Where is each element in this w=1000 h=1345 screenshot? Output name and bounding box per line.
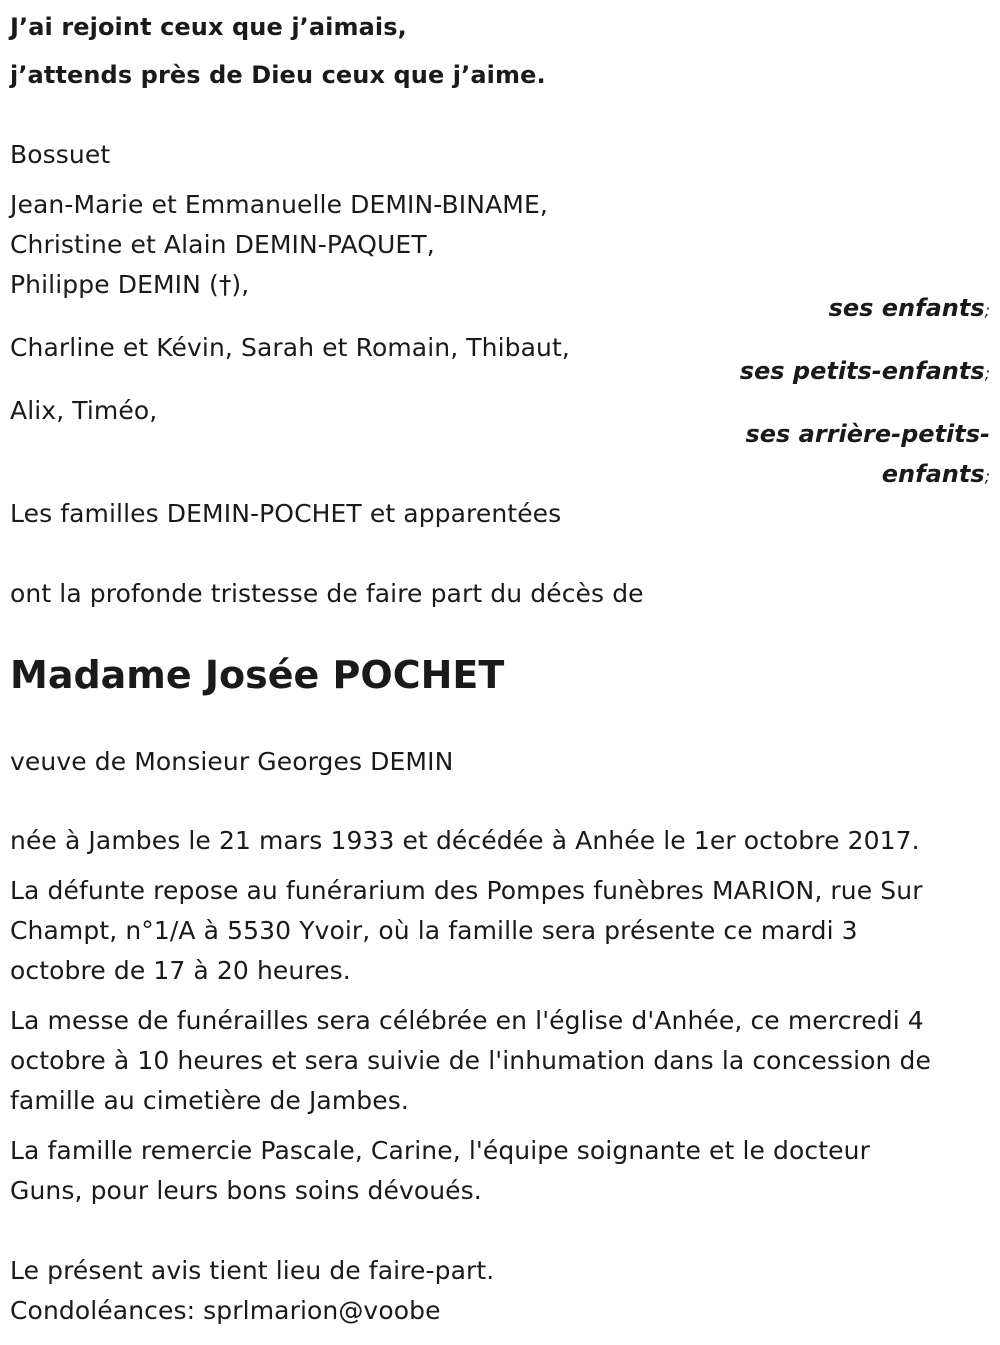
relation-great-grandchildren-line-2 <box>882 454 990 497</box>
epigraph-line-2: j’attends près de Dieu ceux que j’aime. <box>10 61 546 89</box>
announcement-line: ont la profonde tristesse de faire part du décès de <box>10 579 644 608</box>
relation-great-grandchildren-label-2: enfants <box>881 460 985 488</box>
thanks-line-2: Guns, pour leurs bons soins dévoués. <box>10 1176 482 1205</box>
families-line: Les familles DEMIN-POCHET et apparentées <box>10 499 562 528</box>
obituary-notice <box>10 0 990 1345</box>
birth-death-line: née à Jambes le 21 mars 1933 et décédée à Anhée le 1er octobre 2017. <box>10 826 920 855</box>
great-grandchildren-line: Alix, Timéo, <box>10 396 158 425</box>
widow-of-line: veuve de Monsieur Georges DEMIN <box>10 747 454 776</box>
relation-great-grandchildren-sep: ; <box>984 467 990 486</box>
mass-line-3: famille au cimetière de Jambes. <box>10 1086 409 1115</box>
children-line-1: Jean-Marie et Emmanuelle DEMIN-BINAME, <box>10 190 548 219</box>
relation-grandchildren-label: ses petits-enfants <box>739 357 985 385</box>
children-line-3: Philippe DEMIN (†), <box>10 270 250 299</box>
relation-grandchildren <box>740 351 990 394</box>
relation-children-sep: ; <box>984 301 990 320</box>
relation-great-grandchildren-line-1 <box>745 414 990 454</box>
place-name: Bossuet <box>10 140 111 169</box>
mass-line-1: La messe de funérailles sera célébrée en l'église d'Anhée, ce mercredi 4 <box>10 1006 924 1035</box>
relation-children <box>829 288 990 331</box>
epigraph-line-1: J’ai rejoint ceux que j’aimais, <box>10 13 407 41</box>
condolences-line: Condoléances: sprlmarion@voobe <box>10 1296 441 1325</box>
mass-line-2: octobre à 10 heures et sera suivie de l'inhumation dans la concession de <box>10 1046 931 1075</box>
repose-line-3: octobre de 17 à 20 heures. <box>10 956 351 985</box>
relation-grandchildren-sep: ; <box>984 364 990 383</box>
thanks-line-1: La famille remercie Pascale, Carine, l'équipe soignante et le docteur <box>10 1136 870 1165</box>
repose-line-2: Champt, n°1/A à 5530 Yvoir, où la famille sera présente ce mardi 3 <box>10 916 858 945</box>
grandchildren-line: Charline et Kévin, Sarah et Romain, Thibaut, <box>10 333 570 362</box>
repose-line-1: La défunte repose au funérarium des Pompes funèbres MARION, rue Sur <box>10 876 923 905</box>
relation-great-grandchildren-label-1: ses arrière-petits- <box>745 420 990 448</box>
deceased-name: Madame Josée POCHET <box>10 653 505 697</box>
notice-line: Le présent avis tient lieu de faire-part. <box>10 1256 495 1285</box>
children-line-2: Christine et Alain DEMIN-PAQUET, <box>10 230 435 259</box>
relation-children-label: ses enfants <box>828 294 985 322</box>
